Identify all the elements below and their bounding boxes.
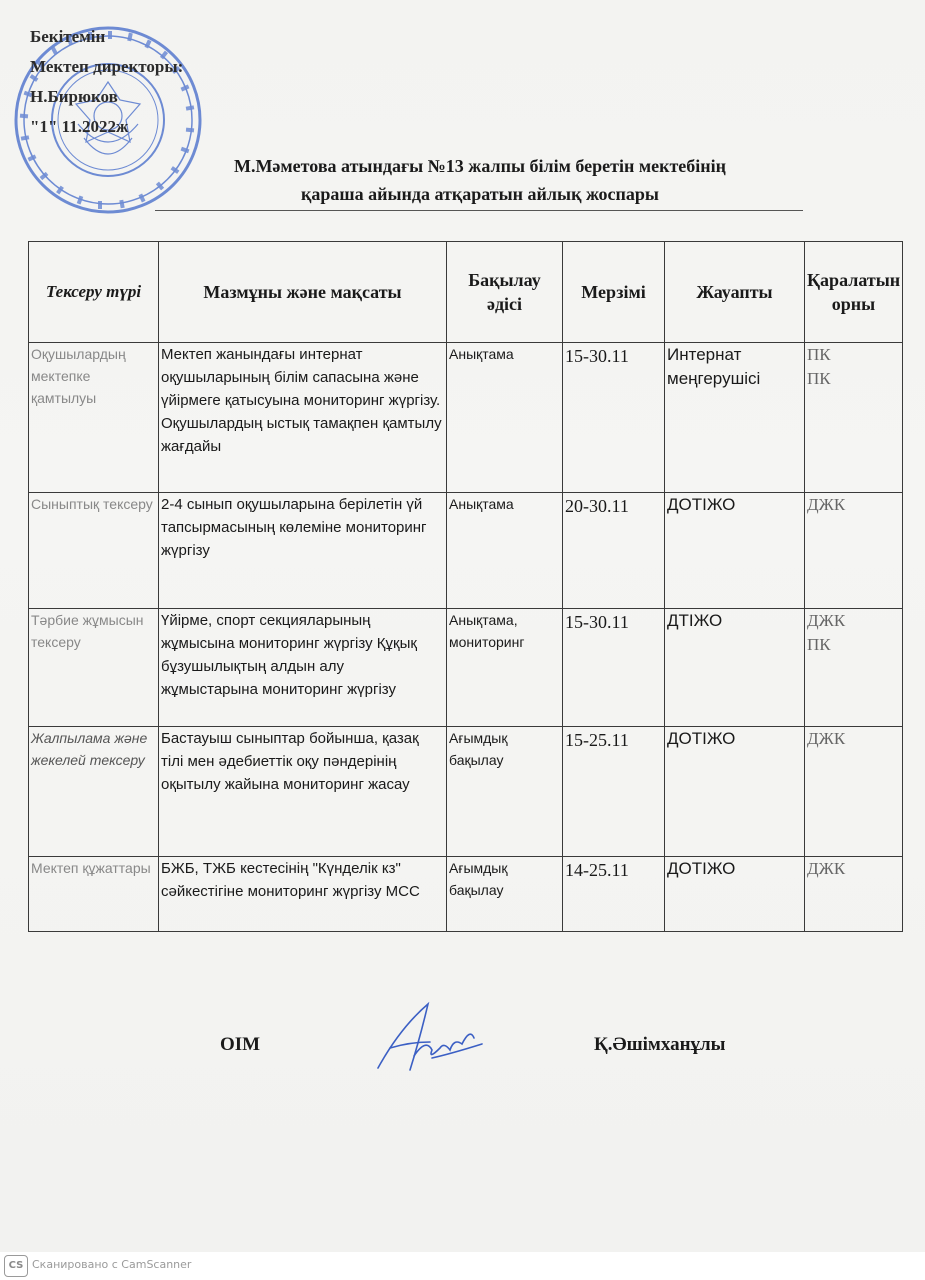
header-check-type: Тексеру түрі — [29, 242, 159, 343]
cell-content: Бастауыш сыныптар бойынша, қазақ тілі мен әдебиеттік оқу пәндерінің оқытылу жайына мониторинг жасау — [159, 727, 447, 857]
cell-method: Анықтама, мониторинг — [447, 609, 563, 727]
cell-review-place: ДЖК — [805, 727, 903, 857]
cell-deadline: 20-30.11 — [563, 493, 665, 609]
cell-responsible: ДОТІЖО — [665, 727, 805, 857]
cell-content: 2-4 сынып оқушыларына берілетін үй тапсырмасының көлеміне мониторинг жүргізу — [159, 493, 447, 609]
cell-check-type: Жалпылама және жекелей тексеру — [29, 727, 159, 857]
signature-role: ОІМ — [220, 1034, 261, 1055]
approval-name: Н.Бирюков — [30, 87, 118, 106]
cell-review-place: ДЖК — [805, 493, 903, 609]
title-underline — [155, 210, 803, 211]
cell-content: БЖБ, ТЖБ кестесінің "Күнделік кз" сәйкестігіне мониторинг жүргізу МСС — [159, 857, 447, 932]
document-title-line-2: қараша айында атқаратын айлық жоспары — [301, 184, 659, 204]
header-content: Мазмұны және мақсаты — [159, 242, 447, 343]
cell-method: Анықтама — [447, 343, 563, 493]
cell-check-type: Оқушылардың мектепке қамтылуы — [29, 343, 159, 493]
cell-deadline: 15-30.11 — [563, 343, 665, 493]
cell-method: Ағымдық бақылау — [447, 727, 563, 857]
scanner-watermark-text: Сканировано с CamScanner — [32, 1258, 192, 1271]
table-header-row — [29, 242, 903, 343]
cell-deadline: 14-25.11 — [563, 857, 665, 932]
cell-deadline: 15-25.11 — [563, 727, 665, 857]
scanner-footer — [0, 1252, 925, 1280]
cell-deadline: 15-30.11 — [563, 609, 665, 727]
table-row — [29, 857, 903, 932]
monthly-plan-table — [28, 241, 903, 932]
cell-content: Үйірме, спорт секцияларының жұмысына мониторинг жүргізу Құқық бұзушылықтың алдын алу жұмыстарына мониторинг жүргізу — [159, 609, 447, 727]
cell-method: Ағымдық бақылау — [447, 857, 563, 932]
document-title — [150, 152, 810, 208]
document-title-line-1: М.Мәметова атындағы №13 жалпы білім беретін мектебінің — [233, 156, 727, 176]
table-row — [29, 343, 903, 493]
table-row — [29, 609, 903, 727]
cell-responsible: Интернат меңгерушісі — [665, 343, 805, 493]
approval-title: Бекітемін — [30, 27, 106, 46]
header-method: Бақылау әдісі — [447, 242, 563, 343]
approval-block — [30, 22, 183, 142]
table-row — [29, 493, 903, 609]
cell-check-type: Сыныптық тексеру — [29, 493, 159, 609]
approval-date: "1" 11.2022ж — [30, 117, 129, 136]
cell-responsible: ДОТІЖО — [665, 493, 805, 609]
cell-review-place: ДЖК ПК — [805, 609, 903, 727]
header-deadline: Мерзімі — [563, 242, 665, 343]
cell-content: Мектеп жанындағы интернат оқушыларының білім сапасына және үйірмеге қатысуына мониторинг жүргізу. Оқушылардың ыстық тамақпен қамтылу жағдайы — [159, 343, 447, 493]
handwritten-signature-icon — [370, 998, 490, 1078]
header-review-place: Қаралатын орны — [805, 242, 903, 343]
cell-responsible: ДТІЖО — [665, 609, 805, 727]
signatory-name: Қ.Әшімханұлы — [594, 1034, 726, 1055]
cell-responsible: ДОТІЖО — [665, 857, 805, 932]
table-row — [29, 727, 903, 857]
approval-position: Мектеп директоры: — [30, 57, 184, 76]
header-responsible: Жауапты — [665, 242, 805, 343]
cell-check-type: Тәрбие жұмысын тексеру — [29, 609, 159, 727]
cell-review-place: ДЖК — [805, 857, 903, 932]
cell-method: Анықтама — [447, 493, 563, 609]
cell-review-place: ПК ПК — [805, 343, 903, 493]
cell-check-type: Мектеп құжаттары — [29, 857, 159, 932]
camscanner-logo-icon: CS — [4, 1255, 28, 1277]
